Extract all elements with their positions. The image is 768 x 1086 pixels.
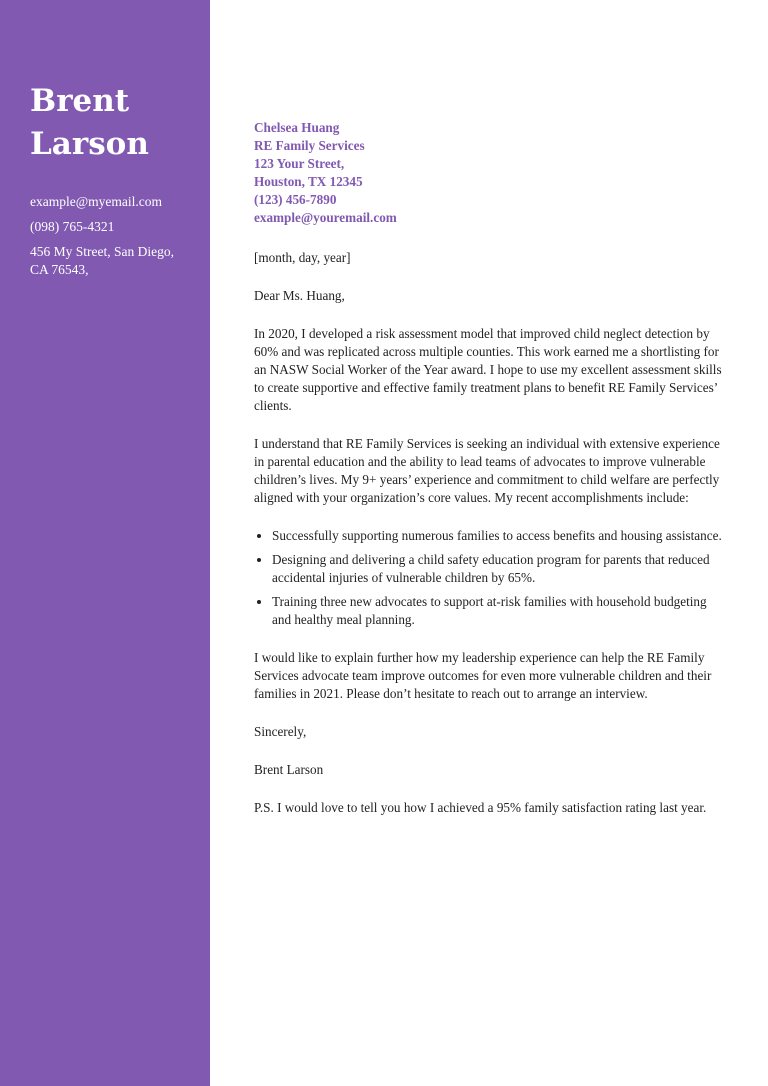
postscript: P.S. I would love to tell you how I achieved a 95% family satisfaction rating last year. [254, 800, 707, 815]
list-item: • Training three new advocates to support at-risk families with household budgeting and healthy meal planning. [272, 593, 728, 629]
paragraph-experience: I understand that RE Family Services is seeking an individual with extensive experience in parental education and the ability to lead teams of advocates to improve vulnerable children’s lives. My 9+ years’ experience and commitment to child welfare are perfectly aligned with your organization’s core values. My recent accomplishments include: [254, 436, 720, 505]
recipient-name: Chelsea Huang [254, 120, 340, 135]
recipient-phone: (123) 456-7890 [254, 192, 337, 207]
sender-contact [30, 193, 195, 286]
letter-date: [month, day, year] [254, 250, 351, 265]
closing: Sincerely, [254, 724, 307, 739]
recipient-city: Houston, TX 12345 [254, 174, 363, 189]
sender-last-name: Larson [30, 126, 149, 162]
sender-first-name: Brent [30, 83, 130, 119]
sender-email: example@myemail.com [30, 194, 163, 209]
accomplishments-list [254, 527, 728, 629]
salutation: Dear Ms. Huang, [254, 288, 345, 303]
recipient-email: example@youremail.com [254, 210, 397, 225]
paragraph-closing: I would like to explain further how my leadership experience can help the RE Family Services advocate team improve outcomes for even more vulnerable children and their families in 2021. Please don’t hesitate to reach out to arrange an interview. [254, 650, 712, 701]
sender-phone: (098) 765-4321 [30, 219, 115, 234]
letter-body [254, 119, 728, 817]
sender-name [30, 80, 200, 166]
list-item: • Successfully supporting numerous families to access benefits and housing assistance. [272, 527, 728, 545]
signature: Brent Larson [254, 762, 324, 777]
recipient-street: 123 Your Street, [254, 156, 345, 171]
recipient-company: RE Family Services [254, 138, 365, 153]
sidebar [0, 0, 210, 1086]
sender-address: 456 My Street, San Diego, CA 76543, [30, 244, 174, 277]
list-item: • Designing and delivering a child safety education program for parents that reduced accidental injuries of vulnerable children by 65%. [272, 551, 728, 587]
paragraph-intro: In 2020, I developed a risk assessment model that improved child neglect detection by 60% and was replicated across multiple counties. This work earned me a shortlisting for an NASW Social Worker of the Year award. I hope to use my excellent assessment skills to create supportive and effective family treatment plans to benefit RE Family Services’ clients. [254, 326, 722, 413]
recipient-block [254, 119, 728, 227]
